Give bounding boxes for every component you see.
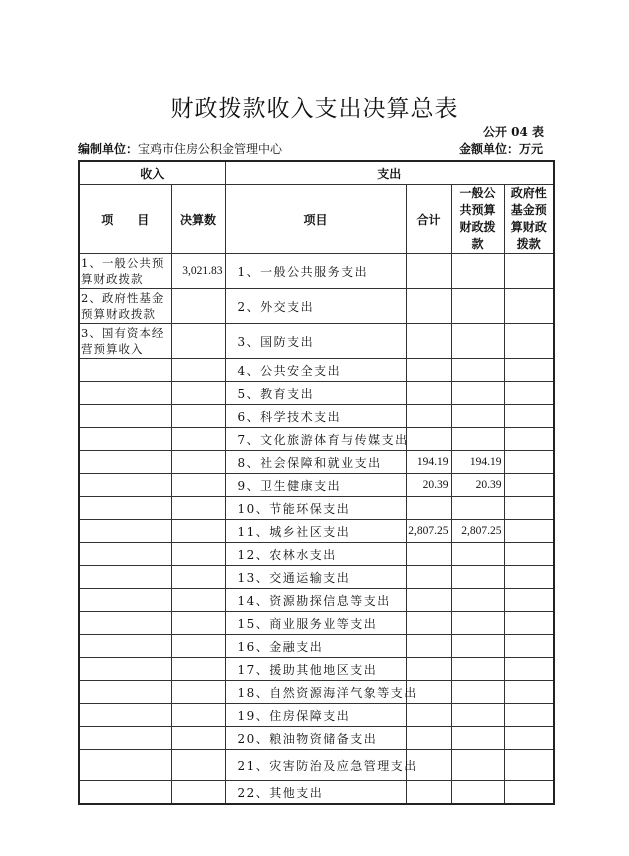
total-cell [406,543,451,566]
income-amount-cell [171,289,225,324]
fund-budget-cell [504,635,554,658]
fund-budget-cell [504,727,554,750]
table-row [79,658,554,681]
general-budget-cell [451,704,504,727]
table-row [79,254,554,289]
header-expense: 支出 [225,161,554,185]
income-item-cell [79,474,171,497]
header-income-amount: 决算数 [171,185,225,254]
table-row [79,324,554,359]
general-budget-cell [451,681,504,704]
fund-budget-cell [504,359,554,382]
income-item-cell [79,451,171,474]
fund-budget-cell [504,543,554,566]
fund-budget-cell [504,681,554,704]
expense-item-cell: 8、社会保障和就业支出 [225,451,406,474]
fund-budget-cell [504,428,554,451]
table-row [79,451,554,474]
general-budget-cell: 20.39 [451,474,504,497]
page-title: 财政拨款收入支出决算总表 [170,96,459,122]
table-row [79,681,554,704]
general-budget-cell [451,635,504,658]
total-cell [406,382,451,405]
total-cell [406,658,451,681]
expense-item-cell: 2、外交支出 [225,289,406,324]
fund-budget-cell [504,497,554,520]
general-budget-cell [451,405,504,428]
income-item-cell [79,520,171,543]
expense-item-cell: 5、教育支出 [225,382,406,405]
general-budget-cell [451,589,504,612]
fund-budget-cell [504,658,554,681]
income-item-cell [79,543,171,566]
expense-item-cell: 20、粮油物资储备支出 [225,727,406,750]
fund-budget-cell [504,382,554,405]
fund-budget-cell [504,254,554,289]
fund-budget-cell [504,324,554,359]
income-item-cell [79,658,171,681]
table-row [79,635,554,658]
table-row [79,520,554,543]
expense-item-cell: 10、节能环保支出 [225,497,406,520]
fund-budget-cell [504,781,554,805]
income-amount-cell [171,681,225,704]
table-row [79,382,554,405]
total-cell [406,497,451,520]
expense-item-cell: 15、商业服务业等支出 [225,612,406,635]
general-budget-cell [451,566,504,589]
income-item-cell [79,727,171,750]
income-amount-cell [171,566,225,589]
general-budget-cell [451,612,504,635]
income-amount-cell [171,382,225,405]
total-cell [406,289,451,324]
income-amount-cell [171,543,225,566]
total-cell [406,428,451,451]
budget-table [78,160,555,805]
table-row [79,428,554,451]
amount-unit: 金额单位：万元 [458,142,543,156]
expense-item-cell: 1、一般公共服务支出 [225,254,406,289]
income-amount-cell: 3,021.83 [171,254,225,289]
header-fund-budget: 政府性基金预算财政拨款 [504,185,554,254]
header-general-budget: 一般公共预算财政拨款 [451,185,504,254]
table-row [79,589,554,612]
fund-budget-cell [504,750,554,781]
income-amount-cell [171,727,225,750]
total-cell [406,254,451,289]
income-item-cell [79,382,171,405]
general-budget-cell [451,750,504,781]
expense-item-cell: 18、自然资源海洋气象等支出 [225,681,406,704]
total-cell [406,727,451,750]
total-cell [406,589,451,612]
table-row [79,405,554,428]
expense-item-cell: 7、文化旅游体育与传媒支出 [225,428,406,451]
expense-item-cell: 21、灾害防治及应急管理支出 [225,750,406,781]
income-amount-cell [171,589,225,612]
expense-item-cell: 12、农林水支出 [225,543,406,566]
table-row [79,566,554,589]
expense-item-cell: 13、交通运输支出 [225,566,406,589]
compiler-unit [78,140,282,157]
expense-item-cell: 11、城乡社区支出 [225,520,406,543]
income-item-cell [79,589,171,612]
general-budget-cell [451,428,504,451]
header-row-columns [79,185,554,254]
income-item-cell [79,635,171,658]
table-row [79,750,554,781]
fund-budget-cell [504,612,554,635]
general-budget-cell [451,781,504,805]
compiler-label: 编制单位： [78,142,139,156]
expense-item-cell: 4、公共安全支出 [225,359,406,382]
income-amount-cell [171,704,225,727]
income-item-cell [79,359,171,382]
income-item-cell [79,497,171,520]
total-cell [406,635,451,658]
income-item-cell [79,566,171,589]
general-budget-cell [451,382,504,405]
general-budget-cell [451,359,504,382]
income-item-cell [79,781,171,805]
expense-item-cell: 22、其他支出 [225,781,406,805]
fund-budget-cell [504,451,554,474]
general-budget-cell [451,254,504,289]
header-expense-item: 项目 [225,185,406,254]
total-cell [406,359,451,382]
income-amount-cell [171,497,225,520]
expense-item-cell: 17、援助其他地区支出 [225,658,406,681]
expense-item-cell: 14、资源勘探信息等支出 [225,589,406,612]
header-income: 收入 [79,161,225,185]
fund-budget-cell [504,589,554,612]
compiler-value: 宝鸡市住房公积金管理中心 [138,142,283,156]
expense-item-cell: 6、科学技术支出 [225,405,406,428]
income-amount-cell [171,405,225,428]
income-amount-cell [171,324,225,359]
general-budget-cell [451,324,504,359]
table-row [79,543,554,566]
fund-budget-cell [504,405,554,428]
fund-budget-cell [504,289,554,324]
income-item-cell [79,681,171,704]
table-row [79,781,554,805]
expense-item-cell: 19、住房保障支出 [225,704,406,727]
general-budget-cell [451,543,504,566]
income-item-cell [79,704,171,727]
fund-budget-cell [504,520,554,543]
income-amount-cell [171,612,225,635]
general-budget-cell [451,289,504,324]
income-item-cell [79,428,171,451]
total-cell [406,566,451,589]
general-budget-cell: 2,807.25 [451,520,504,543]
fund-budget-cell [504,474,554,497]
table-row [79,727,554,750]
income-amount-cell [171,428,225,451]
table-row [79,612,554,635]
header-income-item: 项 目 [79,185,171,254]
income-amount-cell [171,359,225,382]
income-item-cell: 1、一般公共预算财政拨款 [79,254,171,289]
total-cell: 20.39 [406,474,451,497]
income-amount-cell [171,781,225,805]
total-cell [406,704,451,727]
table-row [79,474,554,497]
general-budget-cell: 194.19 [451,451,504,474]
general-budget-cell [451,497,504,520]
total-cell [406,781,451,805]
income-item-cell: 3、国有资本经营预算收入 [79,324,171,359]
income-amount-cell [171,658,225,681]
table-row [79,289,554,324]
expense-item-cell: 16、金融支出 [225,635,406,658]
table-row [79,704,554,727]
income-amount-cell [171,451,225,474]
income-item-cell [79,405,171,428]
fund-budget-cell [504,704,554,727]
income-item-cell: 2、政府性基金预算财政拨款 [79,289,171,324]
income-item-cell [79,750,171,781]
total-cell [406,612,451,635]
income-amount-cell [171,474,225,497]
header-row-group [79,161,554,185]
header-total: 合计 [406,185,451,254]
fund-budget-cell [504,566,554,589]
total-cell [406,324,451,359]
income-amount-cell [171,635,225,658]
expense-item-cell: 9、卫生健康支出 [225,474,406,497]
total-cell [406,405,451,428]
general-budget-cell [451,727,504,750]
income-amount-cell [171,520,225,543]
expense-item-cell: 3、国防支出 [225,324,406,359]
income-amount-cell [171,750,225,781]
table-row [79,359,554,382]
total-cell: 2,807.25 [406,520,451,543]
general-budget-cell [451,658,504,681]
total-cell: 194.19 [406,451,451,474]
income-item-cell [79,612,171,635]
form-number: 公开 04 表 [482,125,544,139]
table-row [79,497,554,520]
